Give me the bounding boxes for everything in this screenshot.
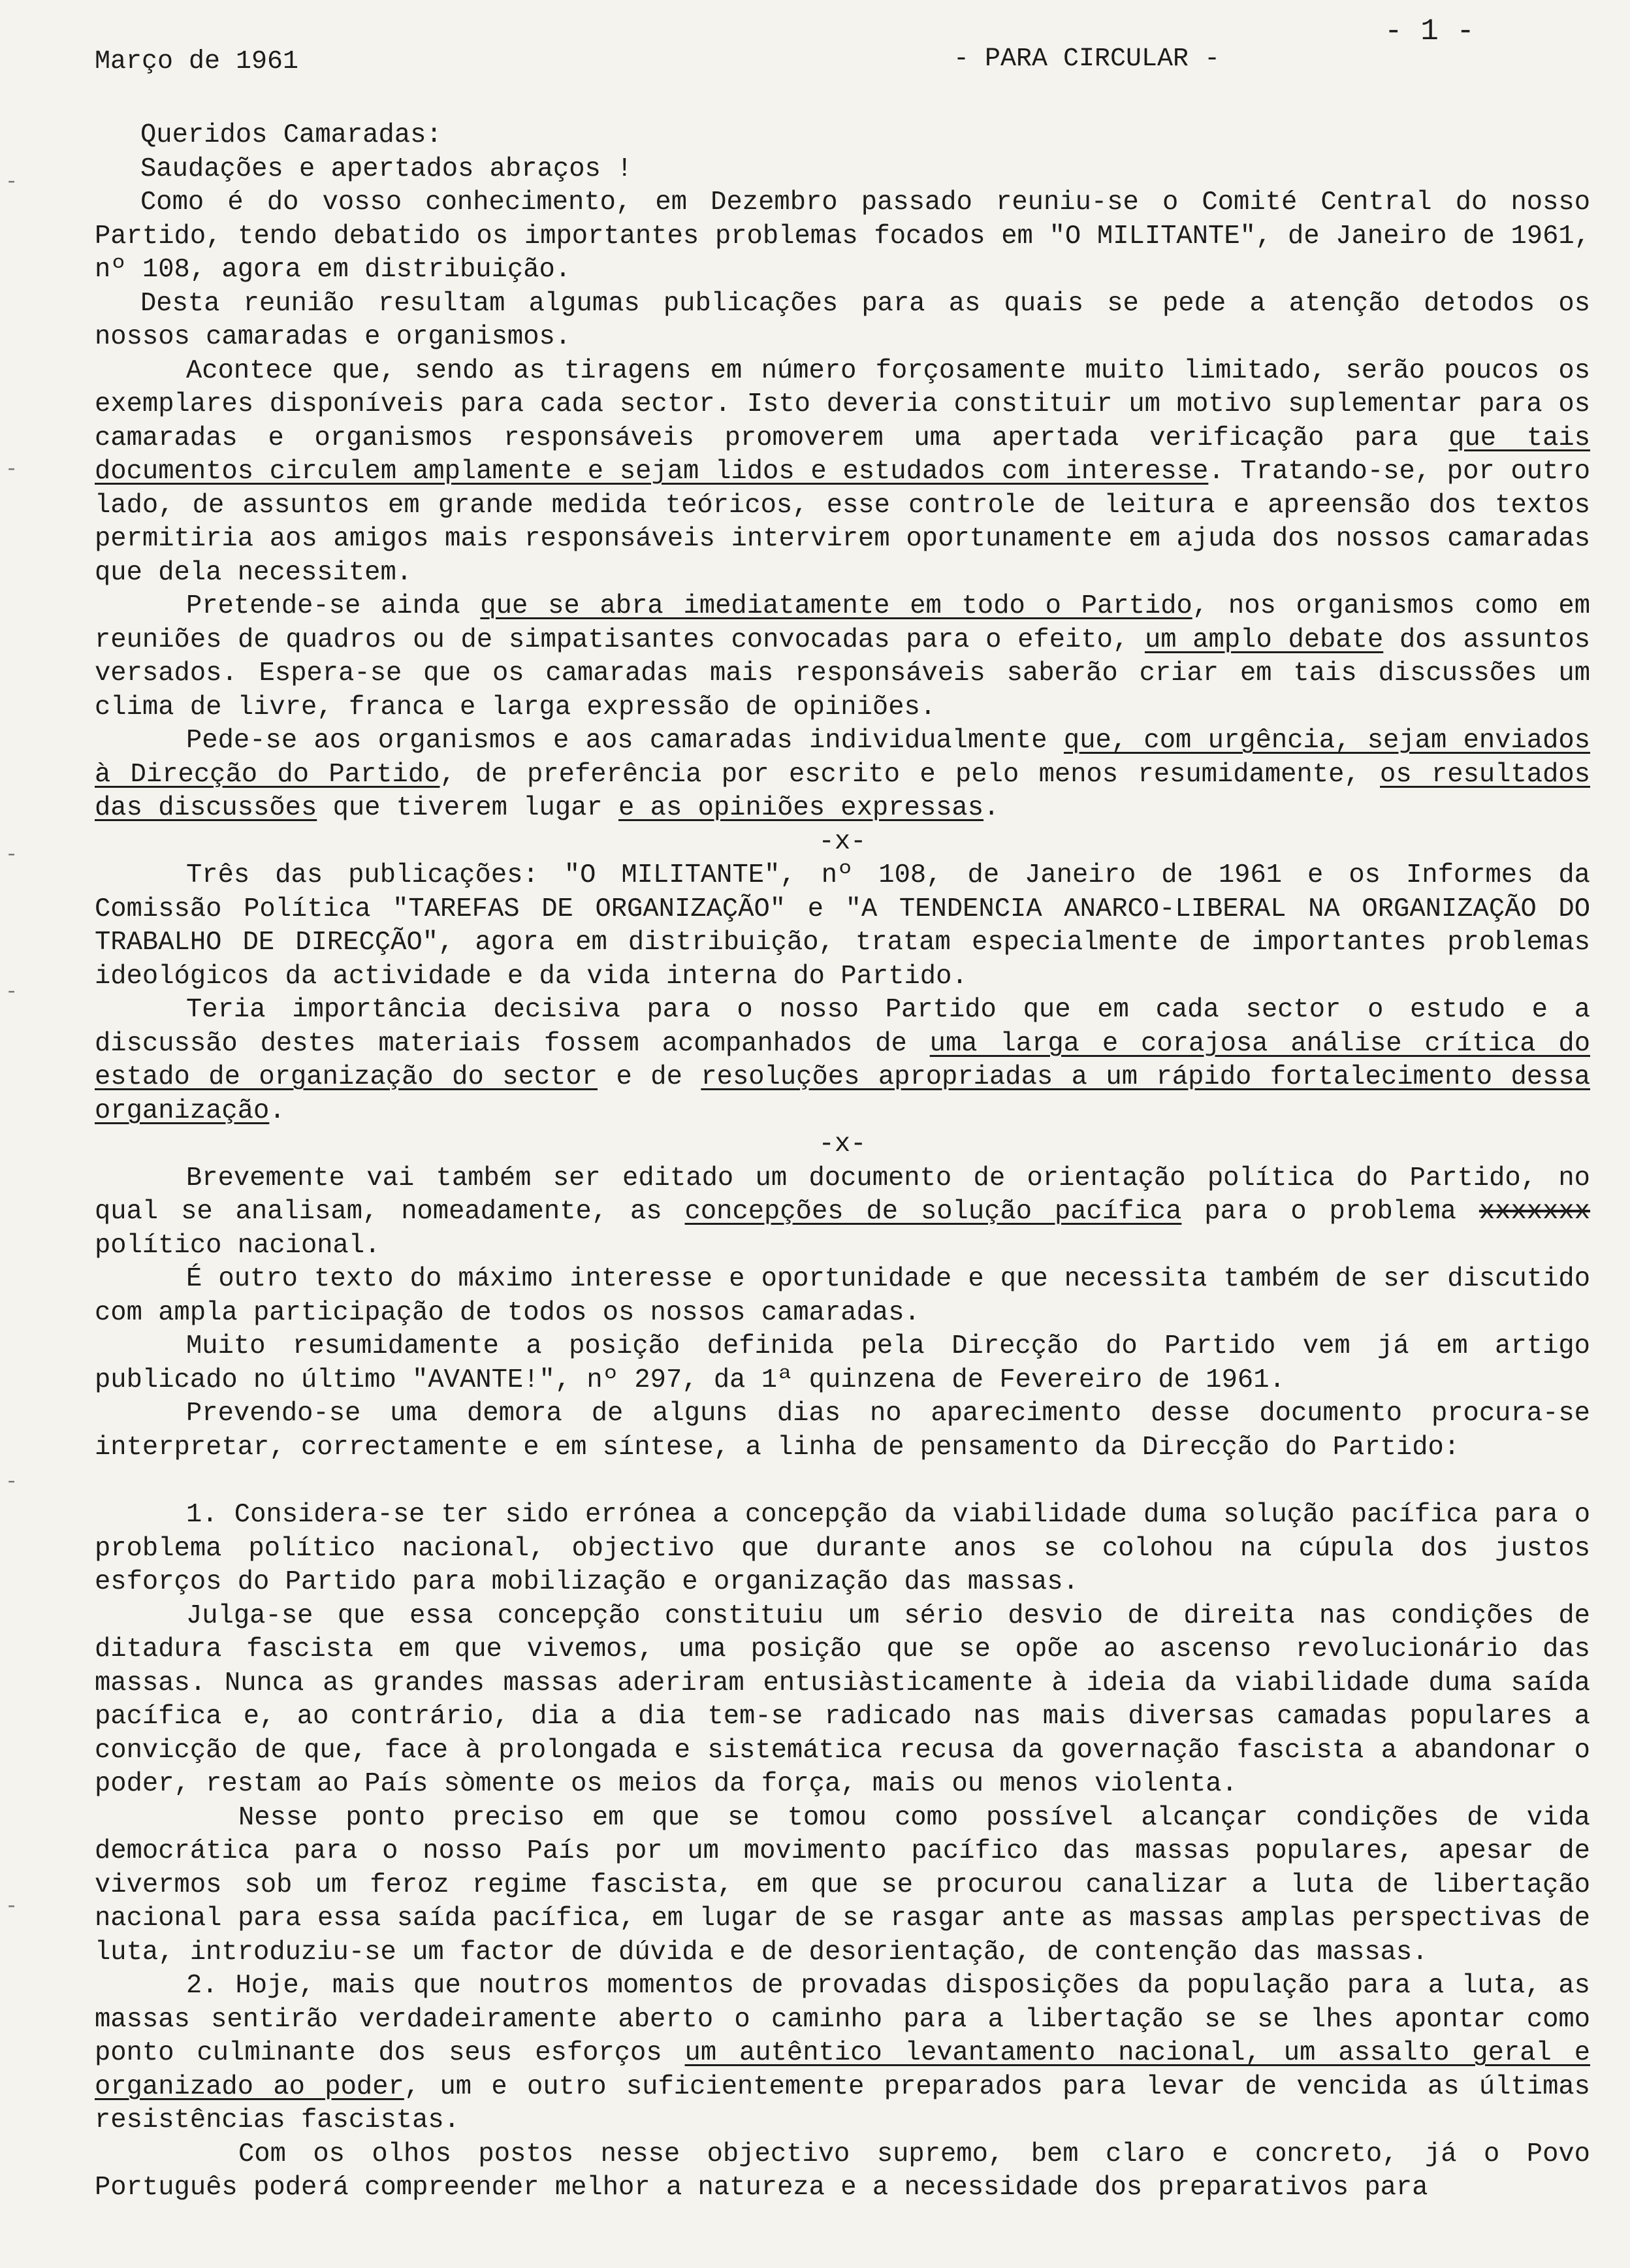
letter-body (95, 119, 1590, 2205)
underlined-text: que se abra imediatamente em todo o Partido (480, 591, 1192, 621)
underlined-text: resoluções apropriadas a um rápido fortalecimento dessa organização (95, 1062, 1590, 1126)
text-run: Brevemente vai também ser editado um documento de orientação política do Partido, no qual se analisam, nomeadamente, as (95, 1163, 1590, 1227)
paragraph: Três das publicações: "O MILITANTE", nº 108, de Janeiro de 1961 e os Informes da Comissão Política "TAREFAS DE ORGANIZAÇÃO" e "A TENDENCIA ANARCO-LIBERAL NA ORGANIZAÇÃO DO TRABALHO DE DIRECÇÃO", agora em distribuição, tratam especialmente de importantes problemas ideológicos da actividade e da vida interna do Partido. (95, 860, 1590, 992)
paragraph: Julga-se que essa concepção constituiu um sério desvio de direita nas condições de ditadura fascista em que vivemos, uma posição que se opõe ao ascenso revolucionário das massas. Nunca as grandes massas aderiram entusiàsticamente à ideia da viabilidade duma saída pacífica e, ao contrário, dia a dia tem-se radicado nas mais diversas camadas populares a convicção de que, face à prolongada e sistemática recusa da governação fascista a abandonar o poder, restam ao País sòmente os meios da força, mais ou menos violenta. (95, 1600, 1590, 1799)
paragraph (95, 355, 1590, 591)
text-run: , de preferência por escrito e pelo menos resumidamente, (439, 759, 1381, 790)
text-run: , nos organismos como em reuniões de quadros ou de simpatisantes convocadas para o efeito, (95, 591, 1590, 655)
margin-mark: - (5, 170, 18, 194)
paragraph: É outro texto do máximo interesse e oportunidade e que necessita também de ser discutido com ampla participação de todos os nossos camaradas. (95, 1264, 1590, 1328)
margin-mark: - (5, 843, 18, 867)
text-run: Pretende-se ainda (186, 591, 481, 621)
underlined-text: os resultados das discussões (95, 759, 1591, 823)
text-run: Teria importância decisiva para o nosso Partido que em cada sector o estudo e a discussão destes materiais fossem acompanhados de (95, 995, 1590, 1059)
page-number: - 1 - (1384, 14, 1475, 48)
underlined-text: que tais documentos circulem amplamente e sejam lidos e estudados com interesse (95, 423, 1591, 487)
salutation: Queridos Camaradas: (140, 120, 442, 150)
struck-out-text: xxxxxxx (1478, 1197, 1591, 1227)
paragraph: Muito resumidamente a posição definida pela Direcção do Partido vem já em artigo publicado no último "AVANTE!", nº 297, da 1ª quinzena de Fevereiro de 1961. (95, 1331, 1590, 1395)
text-run: dos assuntos versados. Espera-se que os camaradas mais responsáveis saberão criar em tais discussões um clima de livre, franca e larga expressão de opiniões. (95, 624, 1591, 722)
margin-mark: - (5, 1470, 18, 1494)
underlined-text: uma larga e corajosa análise crítica do estado de organização do sector (95, 1028, 1590, 1092)
text-run: . (983, 793, 1000, 823)
paragraph (95, 590, 1590, 724)
underlined-text: um autêntico levantamento nacional, um assalto geral e organizado ao poder (95, 2038, 1590, 2102)
circulation-notice: - PARA CIRCULAR - (953, 44, 1221, 74)
section-separator: -x- (818, 826, 867, 857)
paragraph (95, 724, 1590, 826)
paragraph: Desta reunião resultam algumas publicações para as quais se pede a atenção detodos os nossos camaradas e organismos. (95, 288, 1590, 352)
paragraph: Como é do vosso conhecimento, em Dezembro passado reuniu-se o Comité Central do nosso Partido, tendo debatido os importantes problemas focados em "O MILITANTE", de Janeiro de 1961, nº 108, agora em distribuição. (95, 187, 1590, 285)
paragraph (95, 994, 1590, 1128)
underlined-text: e as opiniões expressas (618, 793, 984, 823)
paragraph: Nesse ponto preciso em que se tomou como possível alcançar condições de vida democrática para o nosso País por um movimento pacífico das massas populares, apesar de vivermos sob um feroz regime fascista, em que se procurou canalizar a luta de libertação nacional para essa saída pacífica, em lugar de se rasgar ante as massas amplas perspectivas de luta, introduziu-se um factor de dúvida e de desorientação, de contenção das massas. (95, 1802, 1590, 1968)
section-separator: -x- (818, 1129, 867, 1159)
margin-mark: - (5, 1894, 18, 1919)
underlined-text: um amplo debate (1144, 624, 1384, 655)
text-run: político nacional. (95, 1230, 381, 1261)
document-date: Março de 1961 (95, 47, 299, 76)
text-run: , um e outro suficientemente preparados para levar de vencida as últimas resistências fascistas. (95, 2071, 1590, 2135)
text-run: Acontece que, sendo as tiragens em número forçosamente muito limitado, serão poucos os exemplares disponíveis para cada sector. Isto deveria constituir um motivo suplementar para os camaradas e organismos responsáveis promoverem uma apertada verificação para (95, 355, 1590, 453)
margin-mark: - (5, 457, 18, 481)
text-run: . Tratando-se, por outro lado, de assuntos em grande medida teóricos, esse controle de leitura e apreensão dos textos permitiria aos amigos mais responsáveis intervirem oportunamente em ajuda dos nossos camaradas que dela necessitem. (95, 457, 1590, 588)
greeting-line: Saudações e apertados abraços ! (140, 154, 633, 184)
blank-line (95, 1465, 1590, 1498)
paragraph: Prevendo-se uma demora de alguns dias no aparecimento desse documento procura-se interpretar, correctamente e em síntese, a linha de pensamento da Direcção do Partido: (95, 1399, 1590, 1463)
paragraph: Com os olhos postos nesse objectivo supremo, bem claro e concreto, já o Povo Português poderá compreender melhor a natureza e a necessidade dos preparativos para (95, 2139, 1590, 2203)
text-run: 2. Hoje, mais que noutros momentos de provadas disposições da população para a luta, as massas sentirão verdadeiramente aberto o caminho para a libertação se se lhes apontar como ponto culminante dos seus esforços (95, 1971, 1590, 2068)
text-run: que tiverem lugar (317, 793, 619, 823)
underlined-text: que, com urgência, sejam enviados à Direcção do Partido (95, 726, 1591, 790)
numbered-paragraph (95, 1969, 1590, 2138)
text-run: para o problema (1181, 1197, 1479, 1227)
paragraph (95, 1162, 1590, 1263)
text-run: Pede-se aos organismos e aos camaradas individualmente (186, 726, 1064, 756)
text-run: . (269, 1095, 285, 1126)
underlined-text: concepções de solução pacífica (684, 1197, 1182, 1227)
numbered-paragraph: 1. Considera-se ter sido errónea a concepção da viabilidade duma solução pacífica para o problema político nacional, objectivo que durante anos se colohou na cúpula dos justos esforços do Partido para mobilização e organização das massas. (95, 1500, 1590, 1597)
margin-mark: - (5, 980, 18, 1004)
text-run: e de (598, 1062, 701, 1092)
